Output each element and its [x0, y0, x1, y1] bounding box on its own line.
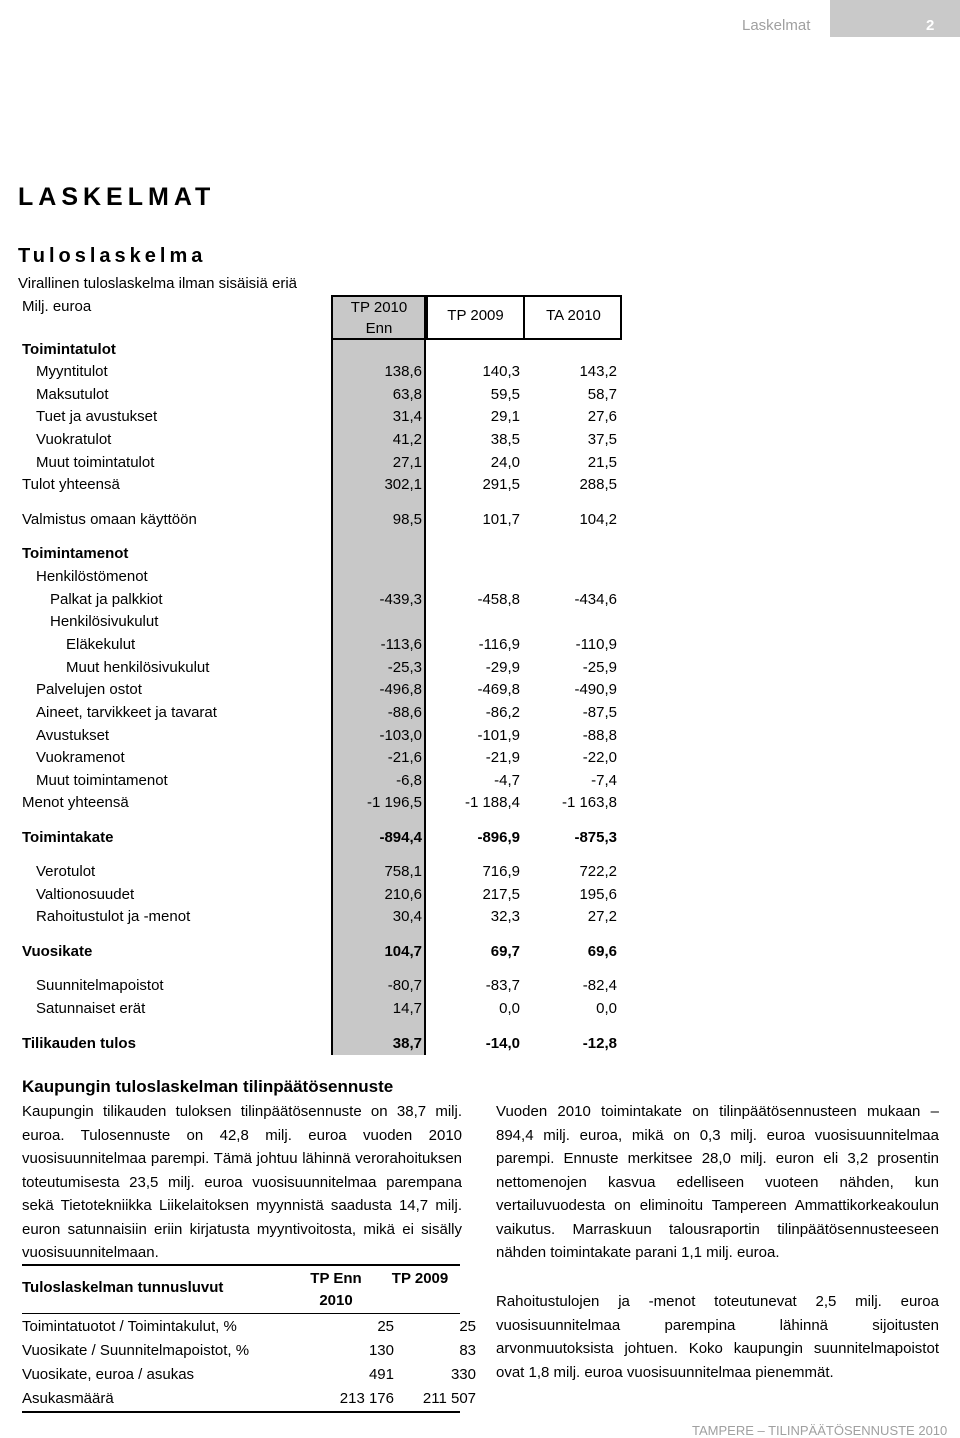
key-ratio-row: [22, 1314, 476, 1339]
row-label: Satunnaiset erät: [36, 1000, 146, 1017]
table-row: [0, 509, 640, 531]
table-row: [0, 429, 640, 451]
value-tp2009: -1 188,4: [464, 794, 520, 811]
value-tp2009: -86,2: [485, 704, 520, 721]
forecast-paragraph-left: Kaupungin tilikauden tuloksen tilinpäätösennuste on 38,7 milj. euroa. Tulosennuste on 42,8 milj. euroa vuoden 2010 vuosisuunnitelmaa parempi. Tämä johtuu lähinnä verorahoituksen toteutumisesta 23,5 milj. euroa vuosisuunnitelmaa parempana sekä Tietotekniikka Liikelaitoksen myynnistä saadusta 14,7 milj. euron satunnaisiin eriin kirjatusta myyntivoitosta, mikä ei sisälly vuosisuunnitelmaan.: [22, 1103, 462, 1261]
table-row: [0, 361, 640, 383]
value-ta2010: 288,5: [579, 476, 617, 493]
row-label: Henkilöstömenot: [36, 568, 148, 585]
table-row: [0, 634, 640, 656]
value-ta2010: -25,9: [582, 659, 617, 676]
value-tp2009: 716,9: [482, 863, 520, 880]
value-tp2009: 24,0: [490, 454, 520, 471]
value-tp2009: 38,5: [490, 431, 520, 448]
value-tp2010-enn: 38,7: [392, 1035, 422, 1052]
column-header-ta2010: TA 2010: [546, 307, 601, 324]
row-label: Muut toimintamenot: [36, 772, 168, 789]
row-label: Tulot yhteensä: [22, 476, 120, 493]
value-tp2010-enn: -6,8: [396, 772, 422, 789]
row-label: Menot yhteensä: [22, 794, 129, 811]
value-tp2010-enn: 104,7: [384, 943, 422, 960]
row-label: Henkilösivukulut: [50, 613, 159, 630]
value-ta2010: 27,2: [587, 908, 617, 925]
value-tp2009: -14,0: [485, 1035, 520, 1052]
table-row: [0, 543, 640, 565]
key-ratio-tpenn2010: 130: [368, 1342, 394, 1359]
value-ta2010: -434,6: [574, 591, 617, 608]
value-tp2009: 29,1: [490, 408, 520, 425]
key-ratio-tp2009: 330: [450, 1366, 476, 1383]
value-tp2009: -458,8: [477, 591, 520, 608]
table-row: [0, 792, 640, 814]
value-tp2010-enn: 31,4: [392, 408, 422, 425]
value-tp2010-enn: 41,2: [392, 431, 422, 448]
forecast-paragraph-right-2: Rahoitustulojen ja -menot toteutunevat 2,5 milj. euroa vuosisuunnitelmaa parempina lähinnä sijoitusten arvonmuutoksista johtuen. Koko kaupungin suunnitelmapoistot ovat 1,8 milj. euroa vuosisuunnitelmaa pienemmät.: [496, 1293, 939, 1381]
row-label: Aineet, tarvikkeet ja tavarat: [36, 704, 217, 721]
forecast-heading: Kaupungin tuloslaskelman tilinpäätösennuste: [22, 1077, 394, 1096]
row-label: Verotulot: [36, 863, 96, 880]
key-ratios-rule-bottom: [22, 1411, 460, 1413]
value-tp2009: -4,7: [494, 772, 520, 789]
table-row: [0, 998, 640, 1020]
value-tp2010-enn: -1 196,5: [366, 794, 422, 811]
key-ratios-title: Tuloslaskelman tunnusluvut: [22, 1279, 224, 1296]
table-row: [0, 861, 640, 883]
value-ta2010: -12,8: [582, 1035, 617, 1052]
value-tp2009: 101,7: [482, 511, 520, 528]
value-ta2010: -490,9: [574, 681, 617, 698]
row-label: Toimintakate: [22, 829, 114, 846]
row-label: Toimintatulot: [22, 341, 116, 358]
row-label: Valmistus omaan käyttöön: [22, 511, 197, 528]
row-label: Vuokratulot: [36, 431, 112, 448]
value-tp2010-enn: 138,6: [384, 363, 422, 380]
section-heading: Tuloslaskelma: [18, 245, 207, 267]
column-header-tp2010: TP 2010 Enn: [350, 299, 408, 337]
key-ratio-tp2009: 211 507: [422, 1390, 476, 1407]
value-tp2010-enn: -80,7: [387, 977, 422, 994]
table-row: [0, 770, 640, 792]
table-row: [0, 702, 640, 724]
value-ta2010: -875,3: [574, 829, 617, 846]
value-tp2010-enn: -25,3: [387, 659, 422, 676]
value-tp2009: 217,5: [482, 886, 520, 903]
key-ratio-tp2009: 83: [459, 1342, 476, 1359]
row-label: Toimintamenot: [22, 545, 129, 562]
key-ratios-header-tpenn2010: TP Enn 2010: [310, 1270, 362, 1309]
value-ta2010: -7,4: [591, 772, 617, 789]
value-tp2010-enn: 30,4: [392, 908, 422, 925]
page-footer: TAMPERE – TILINPÄÄTÖSENNUSTE 2010: [692, 1423, 948, 1438]
value-ta2010: 69,6: [587, 943, 617, 960]
value-tp2010-enn: -439,3: [379, 591, 422, 608]
row-label: Tuet ja avustukset: [36, 408, 158, 425]
table-row: [0, 657, 640, 679]
value-ta2010: 143,2: [579, 363, 617, 380]
key-ratio-tpenn2010: 213 176: [339, 1390, 394, 1407]
row-label: Rahoitustulot ja -menot: [36, 908, 191, 925]
row-label: Eläkekulut: [66, 636, 136, 653]
page-heading: LASKELMAT: [18, 183, 216, 211]
row-label: Muut henkilösivukulut: [66, 659, 210, 676]
value-ta2010: 37,5: [587, 431, 617, 448]
row-label: Valtionosuudet: [36, 886, 135, 903]
value-tp2009: -29,9: [485, 659, 520, 676]
table-row: [0, 906, 640, 928]
value-ta2010: -88,8: [582, 727, 617, 744]
row-label: Myyntitulot: [36, 363, 108, 380]
table-row: [0, 884, 640, 906]
table-row: [0, 725, 640, 747]
key-ratios-rule-top: [22, 1264, 460, 1266]
value-tp2009: -83,7: [485, 977, 520, 994]
value-tp2010-enn: 210,6: [384, 886, 422, 903]
table-row: [0, 474, 640, 496]
key-ratio-label: Vuosikate / Suunnitelmapoistot, %: [22, 1342, 250, 1359]
table-subtitle: Virallinen tuloslaskelma ilman sisäisiä eriä: [18, 275, 298, 292]
value-tp2009: -101,9: [477, 727, 520, 744]
value-tp2010-enn: 302,1: [384, 476, 422, 493]
key-ratio-tpenn2010: 491: [368, 1366, 394, 1383]
key-ratio-label: Vuosikate, euroa / asukas: [22, 1366, 195, 1383]
page-number: 2: [926, 17, 935, 34]
key-ratio-tpenn2010: 25: [377, 1318, 394, 1335]
table-row: [0, 975, 640, 997]
value-ta2010: 21,5: [587, 454, 617, 471]
value-ta2010: -87,5: [582, 704, 617, 721]
value-ta2010: 104,2: [579, 511, 617, 528]
table-row: [0, 566, 640, 588]
value-tp2010-enn: -88,6: [387, 704, 422, 721]
value-ta2010: -82,4: [582, 977, 617, 994]
key-ratio-row: [22, 1338, 476, 1363]
value-ta2010: -110,9: [575, 636, 617, 653]
table-row: [0, 452, 640, 474]
value-tp2009: 140,3: [482, 363, 520, 380]
value-tp2009: -116,9: [478, 636, 520, 653]
value-ta2010: 195,6: [579, 886, 617, 903]
value-tp2010-enn: -894,4: [379, 829, 422, 846]
table-row: [0, 747, 640, 769]
value-ta2010: -22,0: [582, 749, 617, 766]
value-tp2010-enn: 98,5: [392, 511, 422, 528]
table-row: [0, 679, 640, 701]
table-row: [0, 384, 640, 406]
key-ratios-header-tp2009: TP 2009: [391, 1270, 449, 1287]
value-ta2010: 58,7: [587, 386, 617, 403]
row-label: Palvelujen ostot: [36, 681, 142, 698]
key-ratio-tp2009: 25: [459, 1318, 476, 1335]
row-label: Vuosikate: [22, 943, 93, 960]
value-tp2010-enn: 758,1: [384, 863, 422, 880]
value-ta2010: 27,6: [587, 408, 617, 425]
value-tp2010-enn: -103,0: [379, 727, 422, 744]
table-row: [0, 611, 640, 633]
row-label: Suunnitelmapoistot: [36, 977, 164, 994]
table-row: [0, 941, 640, 963]
row-label: Avustukset: [36, 727, 110, 744]
key-ratio-row: [22, 1362, 476, 1387]
value-tp2010-enn: 27,1: [392, 454, 422, 471]
value-tp2010-enn: 14,7: [392, 1000, 422, 1017]
header-section-title: Laskelmat: [742, 17, 811, 34]
value-tp2009: -896,9: [477, 829, 520, 846]
key-ratio-row: [22, 1386, 476, 1411]
value-tp2009: 69,7: [490, 943, 520, 960]
key-ratio-label: Asukasmäärä: [22, 1390, 114, 1407]
value-tp2009: 291,5: [482, 476, 520, 493]
row-label: Vuokramenot: [36, 749, 125, 766]
value-tp2009: -469,8: [477, 681, 520, 698]
value-ta2010: 0,0: [596, 1000, 617, 1017]
value-tp2009: -21,9: [485, 749, 520, 766]
table-row: [0, 406, 640, 428]
value-tp2010-enn: -21,6: [387, 749, 422, 766]
row-label: Palkat ja palkkiot: [50, 591, 163, 608]
value-tp2010-enn: 63,8: [392, 386, 422, 403]
unit-label: Milj. euroa: [22, 298, 92, 315]
forecast-paragraph-right-1: Vuoden 2010 toimintakate on tilinpäätösennusteen mukaan – 894,4 milj. euroa, mikä on 0,3 milj. euroa vuosisuunnitelmaa parempi. Ennuste merkitsee 28,0 milj. euron eli 3,2 prosentin nettomenojen kasvua edelliseen vuoteen nähden, kun vertailuvuodesta on eliminoitu Tampereen Ammattikorkeakoulun vaikutus. Marraskuun talousraportin tilinpäätösennusteeseen nähden toimintakate parani 1,1 milj. euroa.: [496, 1103, 939, 1261]
table-row: [0, 589, 640, 611]
header-page-box: [830, 0, 960, 37]
value-tp2010-enn: -496,8: [379, 681, 422, 698]
row-label: Muut toimintatulot: [36, 454, 155, 471]
table-row: [0, 827, 640, 849]
key-ratio-label: Toimintatuotot / Toimintakulut, %: [22, 1318, 237, 1335]
column-header-tp2009: TP 2009: [447, 307, 504, 324]
row-label: Maksutulot: [36, 386, 109, 403]
table-row: [0, 339, 640, 361]
table-row: [0, 1033, 640, 1055]
value-ta2010: 722,2: [579, 863, 617, 880]
value-tp2009: 32,3: [490, 908, 520, 925]
value-tp2009: 59,5: [490, 386, 520, 403]
value-ta2010: -1 163,8: [561, 794, 617, 811]
value-tp2009: 0,0: [499, 1000, 520, 1017]
row-label: Tilikauden tulos: [22, 1035, 136, 1052]
value-tp2010-enn: -113,6: [380, 636, 422, 653]
